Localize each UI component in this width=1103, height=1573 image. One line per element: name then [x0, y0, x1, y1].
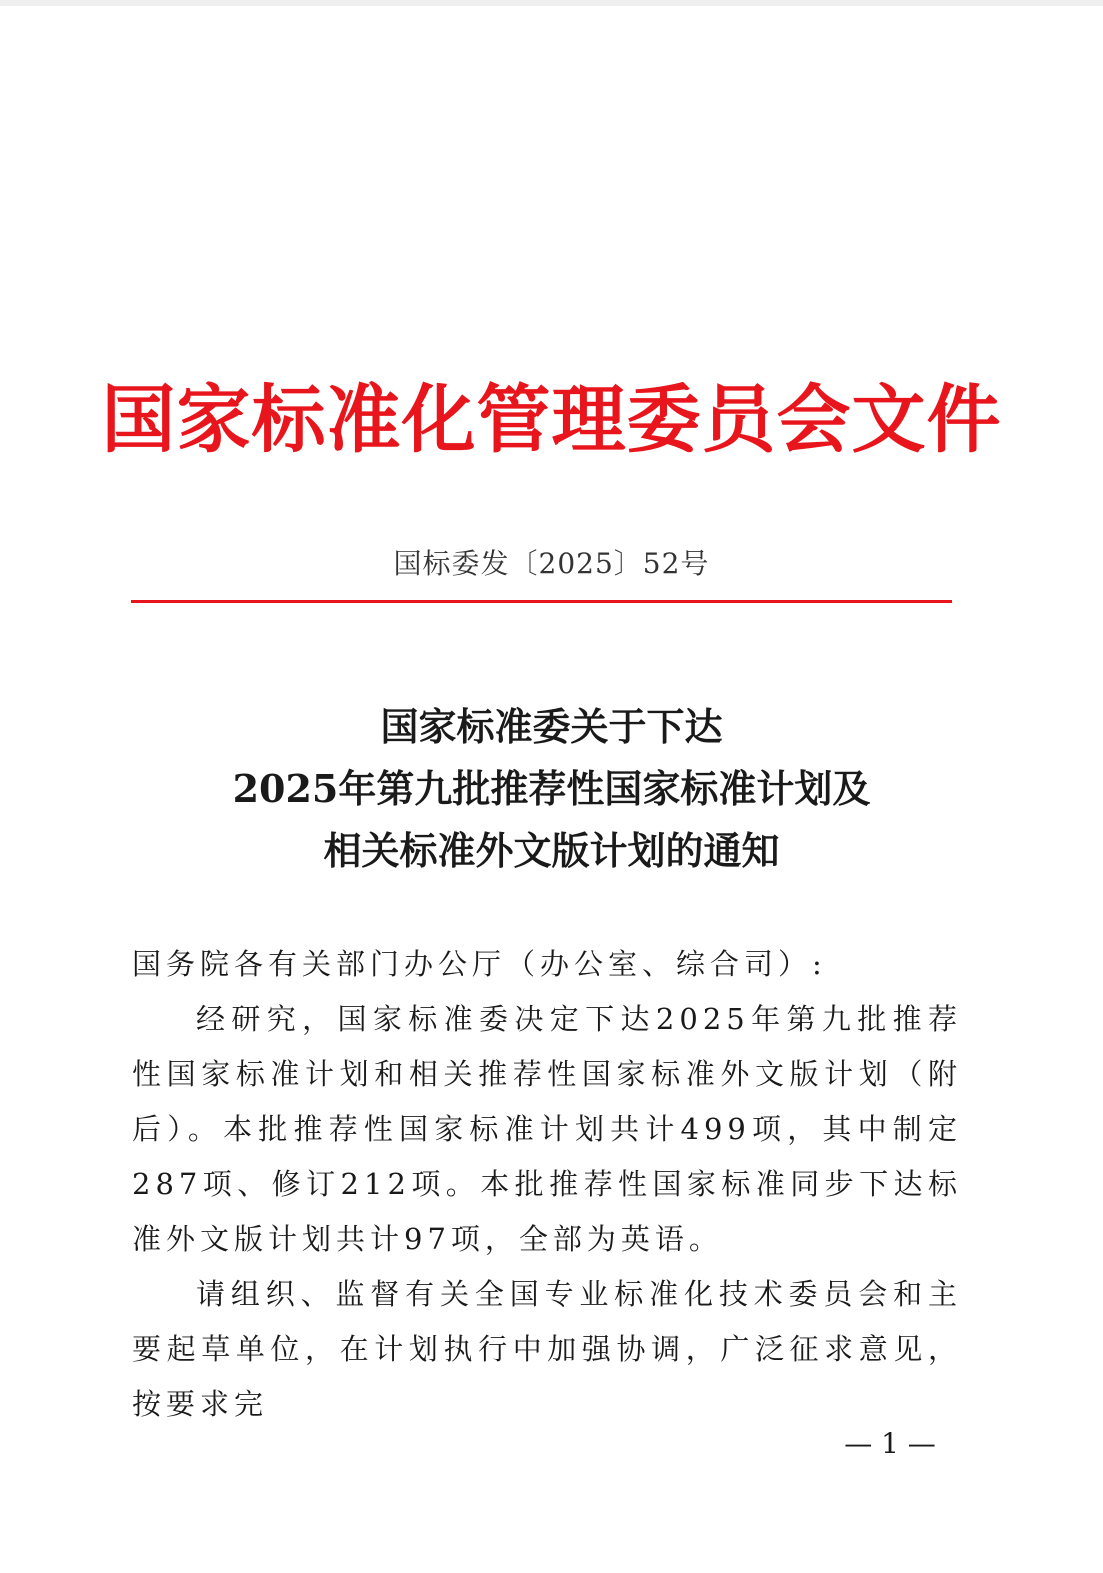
document-number: 国标委发〔2025〕52号 [393, 547, 710, 580]
salutation: 国务院各有关部门办公厅（办公室、综合司）: [132, 947, 827, 981]
notice-title [0, 696, 1103, 882]
document-body [132, 937, 962, 1432]
page-number: — 1 — [844, 1427, 936, 1460]
issuer-header-title: 国家标准化管理委员会文件 [101, 377, 1002, 463]
notice-title-line-1: 国家标准委关于下达 [380, 704, 723, 749]
body-paragraph-1: 经研究，国家标准委决定下达2025年第九批推荐性国家标准计划和相关推荐性国家标准外文版计划（附后）。本批推荐性国家标准计划共计499项，其中制定287项、修订212项。本批推荐性国家标准同步下达标准外文版计划共计97项，全部为英语。 [132, 1002, 962, 1256]
body-paragraph-2: 请组织、监督有关全国专业标准化技术委员会和主要起草单位，在计划执行中加强协调，广泛征求意见，按要求完 [132, 1277, 962, 1421]
notice-title-line-3: 相关标准外文版计划的通知 [323, 828, 780, 873]
notice-title-line-2: 2025年第九批推荐性国家标准计划及 [232, 766, 871, 811]
page-top-edge [0, 0, 1103, 6]
red-separator-line [131, 600, 952, 603]
